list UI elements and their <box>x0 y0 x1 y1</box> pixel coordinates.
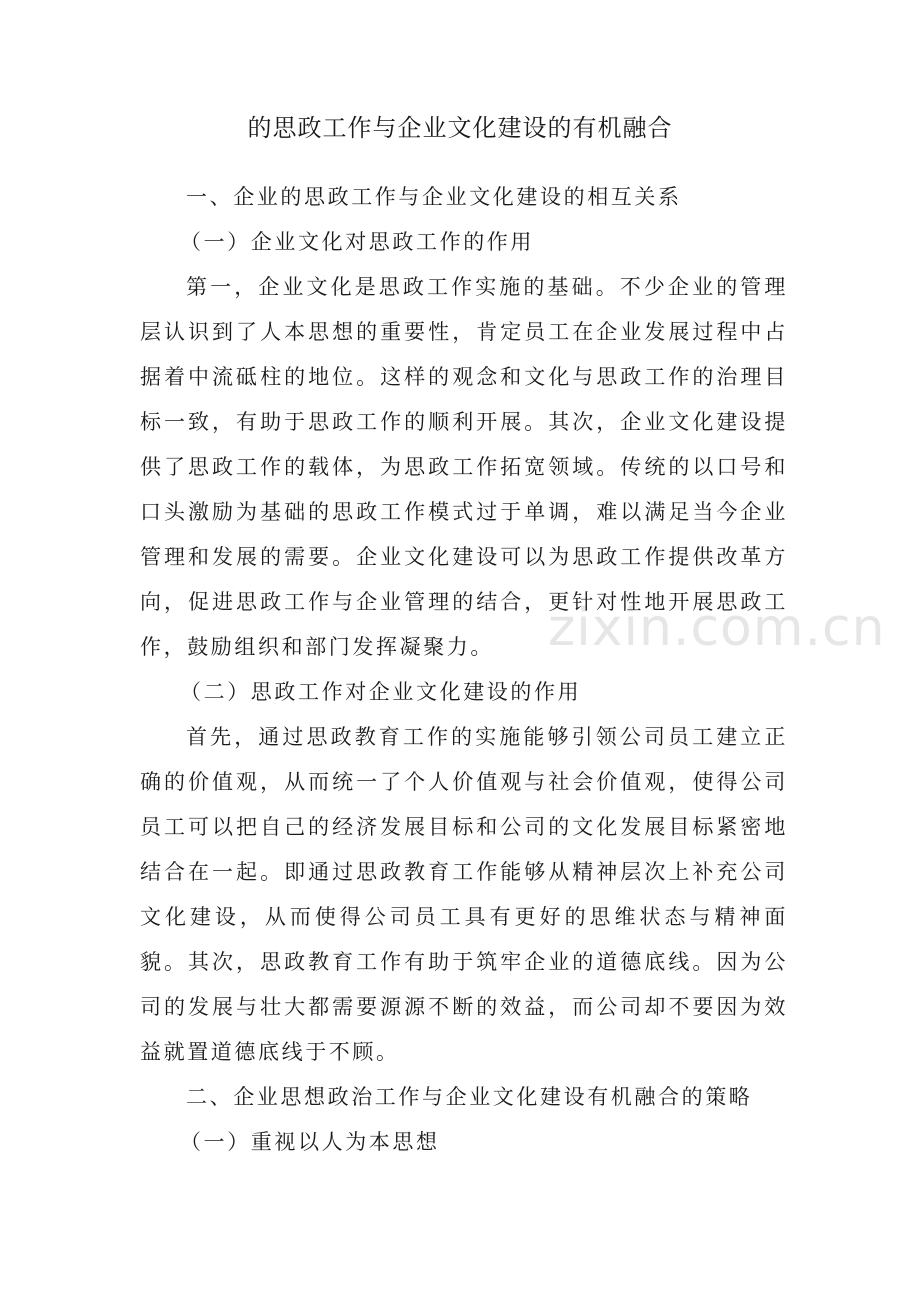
watermark: zixin.com.cn <box>548 598 886 658</box>
section-heading-2: 二、企业思想政治工作与企业文化建设有机融合的策略 <box>186 1085 753 1109</box>
paragraph-2: 首先，通过思政教育工作的实施能够引领公司员工建立正确的价值观，从而统一了个人价值观与社会价值观，使得公司员工可以把自己的经济发展目标和公司的文化发展目标紧密地结合在一起。即通过思政教育工作能够从精神层次上补充公司文化建设，从而使得公司员工具有更好的思维状态与精神面貌。其次，思政教育工作有助于筑牢企业的道德底线。因为公司的发展与壮大都需要源源不断的效益，而公司却不要因为效益就置道德底线于不顾。 <box>140 725 788 1064</box>
section-heading-1: 一、企业的思政工作与企业文化建设的相互关系 <box>186 185 682 209</box>
paragraph-1: 第一，企业文化是思政工作实施的基础。不少企业的管理层认识到了人本思想的重要性，肯定员工在企业发展过程中占据着中流砥柱的地位。这样的观念和文化与思政工作的治理目标一致，有助于思政工作的顺利开展。其次，企业文化建设提供了思政工作的载体，为思政工作拓宽领域。传统的以口号和口头激励为基础的思政工作模式过于单调，难以满足当今企业管理和发展的需要。企业文化建设可以为思政工作提供改革方向，促进思政工作与企业管理的结合，更针对性地开展思政工作，鼓励组织和部门发挥凝聚力。 <box>140 275 788 659</box>
document-body <box>140 175 788 1165</box>
subsection-heading-3: （一）重视以人为本思想 <box>180 1130 440 1154</box>
document-title: 的思政工作与企业文化建设的有机融合 <box>247 114 673 142</box>
subsection-heading-2: （二）思政工作对企业文化建设的作用 <box>180 680 582 704</box>
subsection-heading-1: （一）企业文化对思政工作的作用 <box>180 230 534 254</box>
